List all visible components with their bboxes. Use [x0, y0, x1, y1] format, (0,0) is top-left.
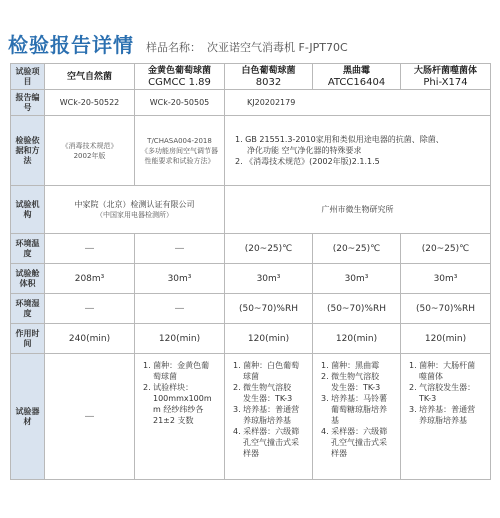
basis-cell — [135, 116, 225, 186]
equipment-line: 孔空气撞击式采 — [331, 438, 387, 447]
table-row-cabin-volume — [11, 264, 491, 294]
column-header-line1: 大肠杆菌噬菌体 — [413, 65, 477, 76]
equipment-cell — [135, 354, 225, 480]
column-header-line1: 空气自然菌 — [66, 71, 112, 82]
institution-text: 中家院（北京）检测认证有限公司 — [74, 199, 195, 209]
column-header-line1: 黑曲霉 — [342, 65, 370, 76]
equipment-line: 2. 试验样块： — [143, 383, 194, 392]
equipment-line: 养琼脂培养基 — [419, 416, 467, 425]
equipment-line: 21±2 支数 — [153, 416, 194, 425]
institution-cell — [45, 186, 225, 234]
sample-name — [146, 40, 348, 56]
cabin-volume-cell: 30m³ — [313, 264, 401, 294]
equipment-line: m 经纱纬纱各 — [153, 405, 204, 414]
temperature-cell: (20~25)℃ — [401, 234, 491, 264]
cabin-volume-cell: 30m³ — [225, 264, 313, 294]
cabin-volume-cell: 208m³ — [45, 264, 135, 294]
table-row-humidity — [11, 294, 491, 324]
humidity-cell: — — [135, 294, 225, 324]
equipment-line: 3. 培养基：普通营 — [409, 405, 476, 414]
equipment-cell — [225, 354, 313, 480]
table-row-institution — [11, 186, 491, 234]
equipment-line: 4. 采样器：六级筛 — [233, 427, 300, 436]
time-cell: 120(min) — [135, 324, 225, 354]
equipment-line: 孔空气撞击式采 — [243, 438, 299, 447]
rowhead-institution: 试验机构 — [11, 186, 45, 234]
equipment-line: 3. 培养基：马铃薯 — [321, 394, 388, 403]
humidity-cell: — — [45, 294, 135, 324]
temperature-cell: — — [45, 234, 135, 264]
rowhead-equipment: 试验器材 — [11, 354, 45, 480]
report-table — [10, 63, 491, 480]
humidity-cell: (50~70)%RH — [401, 294, 491, 324]
rowhead-humidity: 环境湿度 — [11, 294, 45, 324]
cabin-volume-cell: 30m³ — [135, 264, 225, 294]
page-title: 检验报告详情 — [8, 33, 134, 57]
temperature-cell: — — [135, 234, 225, 264]
page-header — [8, 26, 348, 56]
equipment-line: 发生器：TK-3 — [243, 394, 293, 403]
basis-text: 《多功能房间空气调节器 — [141, 146, 218, 155]
equipment-line: 萄球菌 — [153, 372, 177, 381]
institution-text: （中国家用电器检测所） — [96, 210, 173, 219]
rowhead-time: 作用时间 — [11, 324, 45, 354]
sample-name-label: 样品名称： — [146, 41, 201, 54]
basis-text: 净化功能 空气净化器的特殊要求 — [247, 146, 362, 155]
equipment-line: 发生器：TK-3 — [331, 383, 381, 392]
table-row-time — [11, 324, 491, 354]
equipment-line: 2. 微生物气溶胶 — [321, 372, 380, 381]
equipment-line: TK-3 — [419, 394, 437, 403]
column-header — [135, 64, 225, 90]
humidity-cell: (50~70)%RH — [225, 294, 313, 324]
equipment-line: 2. 气溶胶发生器： — [409, 383, 476, 392]
equipment-line: 养琼脂培养基 — [243, 416, 291, 425]
column-header-line2: CGMCC 1.89 — [148, 76, 211, 88]
basis-cell — [225, 116, 491, 186]
report-no-cell: KJ20202179 — [225, 90, 491, 116]
rowhead-project: 试验项目 — [11, 64, 45, 90]
column-header-line1: 金黄色葡萄球菌 — [147, 65, 211, 76]
column-header-line2: 8032 — [255, 76, 282, 88]
institution-cell: 广州市微生物研究所 — [225, 186, 491, 234]
temperature-cell: (20~25)℃ — [313, 234, 401, 264]
equipment-line: 噬菌体 — [419, 372, 443, 381]
equipment-line: 3. 培养基：普通营 — [233, 405, 300, 414]
equipment-line: 样器 — [331, 449, 347, 458]
report-no-cell: WCk-20-50522 — [45, 90, 135, 116]
time-cell: 120(min) — [313, 324, 401, 354]
report-no-cell: WCk-20-50505 — [135, 90, 225, 116]
column-header-line1: 白色葡萄球菌 — [241, 65, 296, 76]
equipment-line: 4. 采样器：六级筛 — [321, 427, 388, 436]
basis-text: 性能要求和试验方法》 — [144, 156, 215, 165]
equipment-line: 葡萄糖琼脂培养 — [331, 405, 387, 414]
column-header — [313, 64, 401, 90]
column-header — [225, 64, 313, 90]
equipment-line: 1. 菌种：金黄色葡 — [143, 361, 210, 370]
equipment-cell — [401, 354, 491, 480]
time-cell: 240(min) — [45, 324, 135, 354]
equipment-line: 2. 微生物气溶胶 — [233, 383, 292, 392]
equipment-line: 100mmx100m — [153, 394, 212, 403]
column-header — [401, 64, 491, 90]
equipment-line: 基 — [331, 416, 339, 425]
time-cell: 120(min) — [401, 324, 491, 354]
equipment-line: 1. 菌种：大肠杆菌 — [409, 361, 476, 370]
equipment-line: 1. 菌种：黑曲霉 — [321, 361, 380, 370]
equipment-cell: — — [45, 354, 135, 480]
table-row-temperature — [11, 234, 491, 264]
humidity-cell: (50~70)%RH — [313, 294, 401, 324]
time-cell: 120(min) — [225, 324, 313, 354]
basis-text: 1. GB 21551.3-2010家用和类似用途电器的抗菌、除菌、 — [235, 135, 444, 144]
cabin-volume-cell: 30m³ — [401, 264, 491, 294]
table-row-equipment — [11, 354, 491, 480]
rowhead-report-no: 报告编号 — [11, 90, 45, 116]
basis-text: T/CHASA004-2018 — [147, 136, 212, 145]
equipment-line: 球菌 — [243, 372, 259, 381]
column-header-line2: Phi-X174 — [423, 76, 468, 88]
sample-name-value: 次亚诺空气消毒机 F-JPT70C — [207, 41, 348, 54]
temperature-cell: (20~25)℃ — [225, 234, 313, 264]
basis-text: 《消毒技术规范》 — [61, 141, 118, 150]
equipment-line: 样器 — [243, 449, 259, 458]
table-row-report-no — [11, 90, 491, 116]
column-header-line2: ATCC16404 — [327, 76, 386, 88]
column-header — [45, 64, 135, 90]
basis-text: 2. 《消毒技术规范》(2002年版)2.1.1.5 — [235, 157, 380, 166]
rowhead-basis: 检验依据和方法 — [11, 116, 45, 186]
equipment-cell — [313, 354, 401, 480]
rowhead-cabin-volume: 试验舱体积 — [11, 264, 45, 294]
equipment-line: 1. 菌种：白色葡萄 — [233, 361, 300, 370]
basis-cell — [45, 116, 135, 186]
table-row-basis — [11, 116, 491, 186]
table-header-row — [11, 64, 491, 90]
basis-text: 2002年版 — [73, 151, 106, 160]
rowhead-temperature: 环境温度 — [11, 234, 45, 264]
